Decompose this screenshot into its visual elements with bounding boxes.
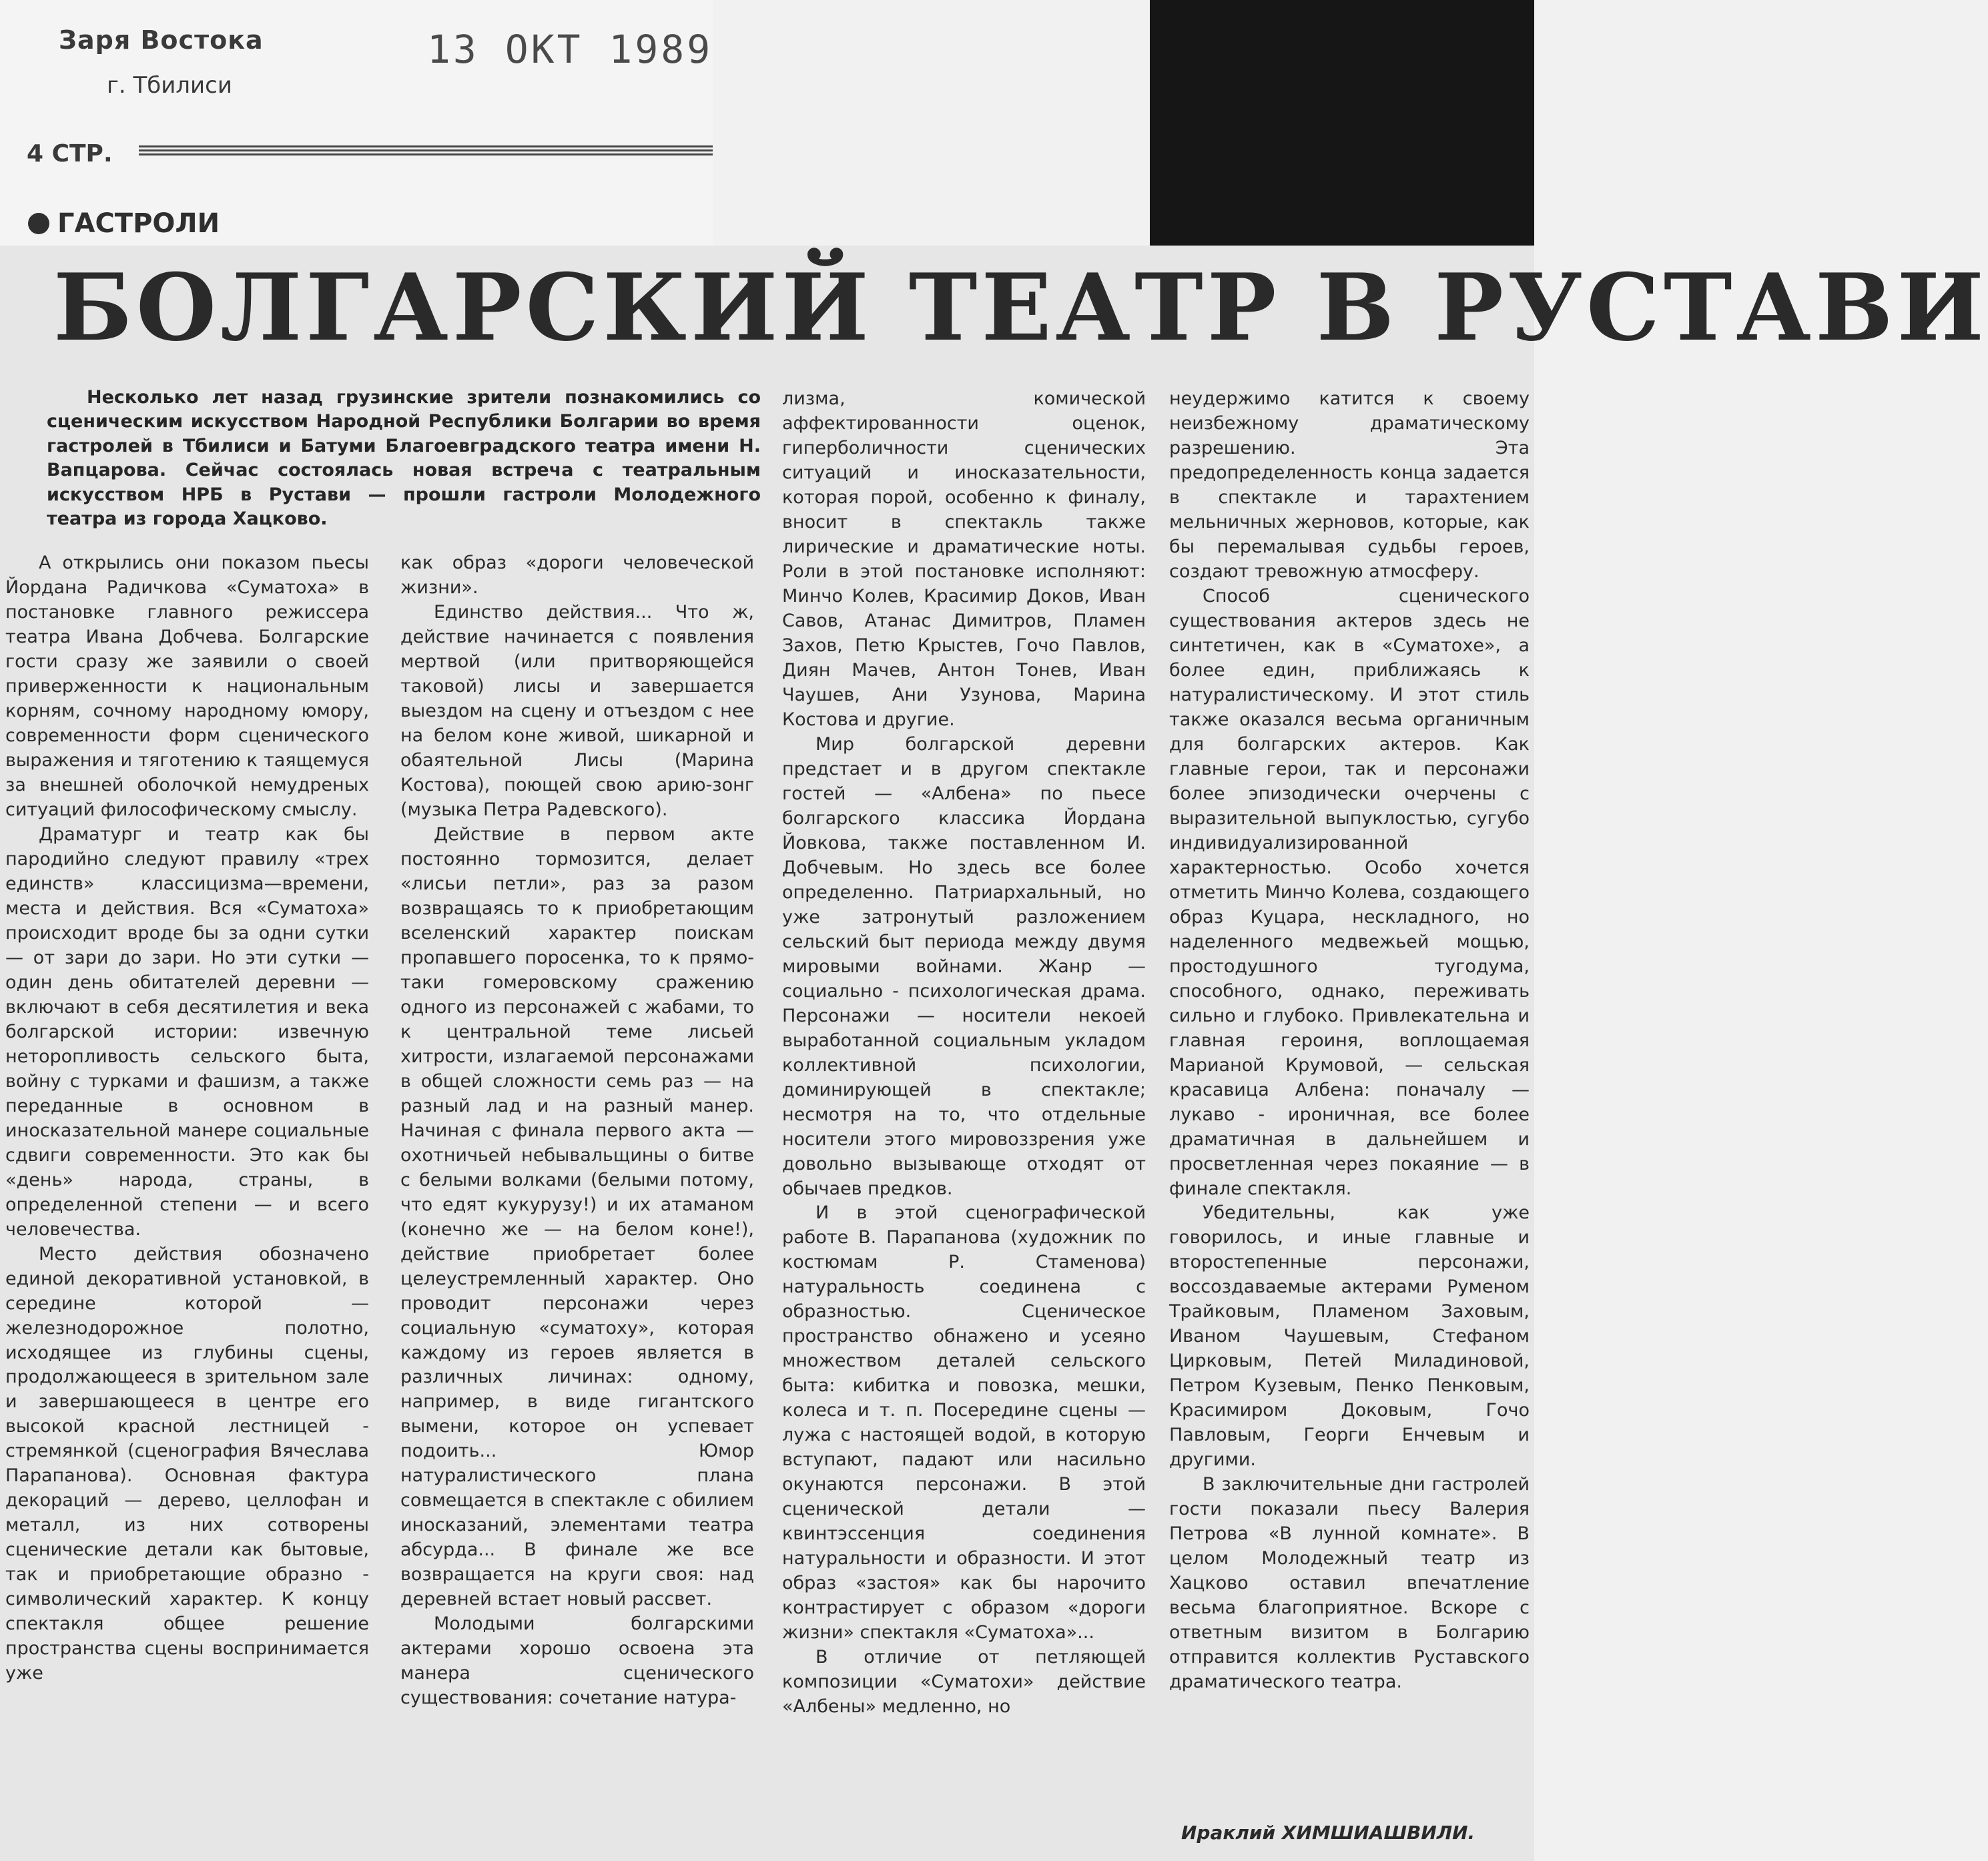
- paragraph: А открылись они показом пьесы Йордана Радичкова «Суматоха» в постановке главного режиссера театра Ивана Добчева. Болгарские гости сразу же заявили о своей приверженности к национальным корням, сочному народному юмору, современности форм сценического выражения и тяготению к таящемуся за внешней оболочкой немудреных ситуаций философическому смыслу.: [5, 552, 369, 820]
- paragraph: лизма, комической аффектированности оценок, гиперболичности сценических ситуаций и иносказательности, которая порой, особенно к финалу, вносит в спектакль также лирические и драматические ноты. Роли в этой постановке исполняют: Минчо Колев, Красимир Доков, Иван Савов, Атанас Димитров, Пламен Захов, Петю Крыстев, Гочо Павлов, Диян Мачев, Антон Тонев, Иван Чаушев, Ани Узунова, Марина Костова и другие.: [782, 388, 1146, 730]
- column-3: [782, 387, 1146, 1861]
- rubric: [28, 208, 220, 239]
- paragraph: Единство действия... Что ж, действие начинается с появления мертвой (или притворяющейся таковой) лисы и завершается выездом на сцену и отъездом с нее на белом коне живой, шикарной и обаятельной Лисы (Марина Костова), поющей свою арию-зонг (музыка Петра Радевского).: [400, 601, 754, 820]
- paragraph: как образ «дороги человеческой жизни».: [400, 552, 754, 598]
- paragraph: неудержимо катится к своему неизбежному драматическому разрешению. Эта предопределенность конца задается в спектакле и тарахтением мельничных жерновов, которые, как бы перемалывая судьбы героев, создают тревожную атмосферу.: [1169, 388, 1530, 582]
- page-rule: [139, 145, 713, 157]
- article-title: БОЛГАРСКИЙ ТЕАТР В РУСТАВИ: [53, 253, 1988, 362]
- paragraph: И в этой сценографической работе В. Парапанова (художник по костюмам Р. Стаменова) натуральность соединена с образностью. Сценическое пространство обнажено и усеяно множеством деталей сельского быта: кибитка и повозка, мешки, колеса и т. п. Посередине сцены — лужа с настоящей водой, в которую вступают, падают или насильно окунаются персонажи. В этой сценической детали — квинтэссенция соединения натуральности и образности. И этот образ «застоя» как бы нарочито контрастирует с образом «дороги жизни» спектакля «Суматоха»...: [782, 1202, 1146, 1643]
- scan-background: [1150, 0, 1534, 246]
- paragraph: Молодыми болгарскими актерами хорошо освоена эта манера сценического существования: сочетание натура-: [400, 1613, 754, 1709]
- paragraph: Убедительны, как уже говорилось, и иные главные и второстепенные персонажи, воссоздаваемые актерами Руменом Трайковым, Пламеном Заховым, Иваном Чаушевым, Стефаном Цирковым, Петей Миладиновой, Петром Кузевым, Пенко Пенковым, Красимиром Доковым, Гочо Павловым, Георги Енчевым и другими.: [1169, 1202, 1530, 1471]
- paragraph: В заключительные дни гастролей гости показали пьесу Валерия Петрова «В лунной комнате». В целом Молодежный театр из Хацково оставил впечатление весьма благоприятное. Вскоре с ответным визитом в Болгарию отправится коллектив Руставского драматического театра.: [1169, 1474, 1530, 1693]
- newspaper-name: Заря Востока: [59, 25, 264, 55]
- author-byline: Ираклий ХИМШИАШВИЛИ.: [1181, 1822, 1475, 1844]
- article-lead: Несколько лет назад грузинские зрители познакомились со сценическим искусством Народной Республики Болгарии во время гастролей в Тбилиси и Батуми Благоевградского театра имени Н. Вапцарова. Сейчас состоялась новая встреча с театральным искусством НРБ в Рустави — прошли гастроли Молодежного театра из города Хацково.: [47, 387, 761, 530]
- column-4: [1169, 387, 1530, 1861]
- paragraph: Место действия обозначено единой декоративной установкой, в середине которой — железнодорожное полотно, исходящее из глубины сцены, продолжающееся в зрительном зале и завершающееся в центре его высокой красной лестницей - стремянкой (сценография Вячеслава Парапанова). Основная фактура декораций — дерево, целлофан и металл, из них сотворены сценические детали как бытовые, так и приобретающие образно - символический характер. К концу спектакля общее решение пространства сцены воспринимается уже: [5, 1243, 369, 1684]
- column-2: [400, 551, 754, 1861]
- page-number: 4 СТР.: [27, 140, 113, 167]
- paragraph: Действие в первом акте постоянно тормозится, делает «лисьи петли», раз за разом возвращаясь то к приобретающим вселенский характер поискам пропавшего поросенка, то к прямо-таки гомеровскому сражению одного из персонажей с жабами, то к центральной теме лисьей хитрости, излагаемой персонажами в общей сложности семь раз — на разный лад и на разный манер. Начиная с финала первого акта — охотничьей небывальщины о битве с белыми волками (белыми потому, что едят кукурузу!) и их атаманом (конечно же — на белом коне!), действие приобретает более целеустремленный характер. Оно проводит персонажи через социальную «суматоху», которая каждому из героев является в различных личинах: одному, например, в виде гигантского вымени, которое он успевает подоить... Юмор натуралистического плана совмещается в спектакле с обилием иносказаний, элементами театра абсурда... В финале же все возвращается на круги своя: над деревней встает новый рассвет.: [400, 823, 754, 1610]
- paragraph: В отличие от петляющей композиции «Суматохи» действие «Албены» медленно, но: [782, 1647, 1146, 1718]
- newspaper-city: г. Тбилиси: [107, 72, 232, 99]
- paragraph: Мир болгарской деревни предстает и в другом спектакле гостей — «Албена» по пьесе болгарского классика Йордана Йовкова, также поставленном И. Добчевым. Но здесь все более определенно. Патриархальный, но уже затронутый разложением сельский быт периода между двумя мировыми войнами. Жанр — социально - психологическая драма. Персонажи — носители некоей выработанной социальным укладом коллективной психологии, доминирующей в спектакле; несмотря на то, что отдельные носители этого мировоззрения уже довольно вызывающе отходят от обычаев предков.: [782, 733, 1146, 1199]
- column-1: [5, 551, 369, 1861]
- rubric-label: ГАСТРОЛИ: [57, 208, 220, 239]
- bullet-icon: [28, 213, 49, 234]
- date-stamp: 13 ОКТ 1989: [427, 27, 713, 72]
- paragraph: Способ сценического существования актеров здесь не синтетичен, как в «Суматохе», а более един, приближаясь к натуралистическому. И этот стиль также оказался весьма органичным для болгарских актеров. Как главные герои, так и персонажи более эпизодически очерчены с выразительной выпуклостью, сугубо индивидуализированной характерностью. Особо хочется отметить Минчо Колева, создающего образ Куцара, нескладного, но наделенного медвежьей мощью, простодушного тугодума, способного, однако, переживать сильно и глубоко. Привлекательна и главная героиня, воплощаемая Марианой Крумовой, — сельская красавица Албена: поначалу — лукаво - ироничная, все более драматичная в дальнейшем и просветленная через покаяние — в финале спектакля.: [1169, 585, 1530, 1199]
- paragraph: Драматург и театр как бы пародийно следуют правилу «трех единств» классицизма—времени, места и действия. Вся «Суматоха» происходит вроде бы за одни сутки — от зари до зари. Но эти сутки — один день обитателей деревни — включают в себя десятилетия и века болгарской истории: извечную неторопливость сельского быта, войну с турками и фашизм, а также переданные в основном в иносказательной манере социальные сдвиги современности. Это как бы «день» народа, страны, в определенной степени — и всего человечества.: [5, 823, 369, 1240]
